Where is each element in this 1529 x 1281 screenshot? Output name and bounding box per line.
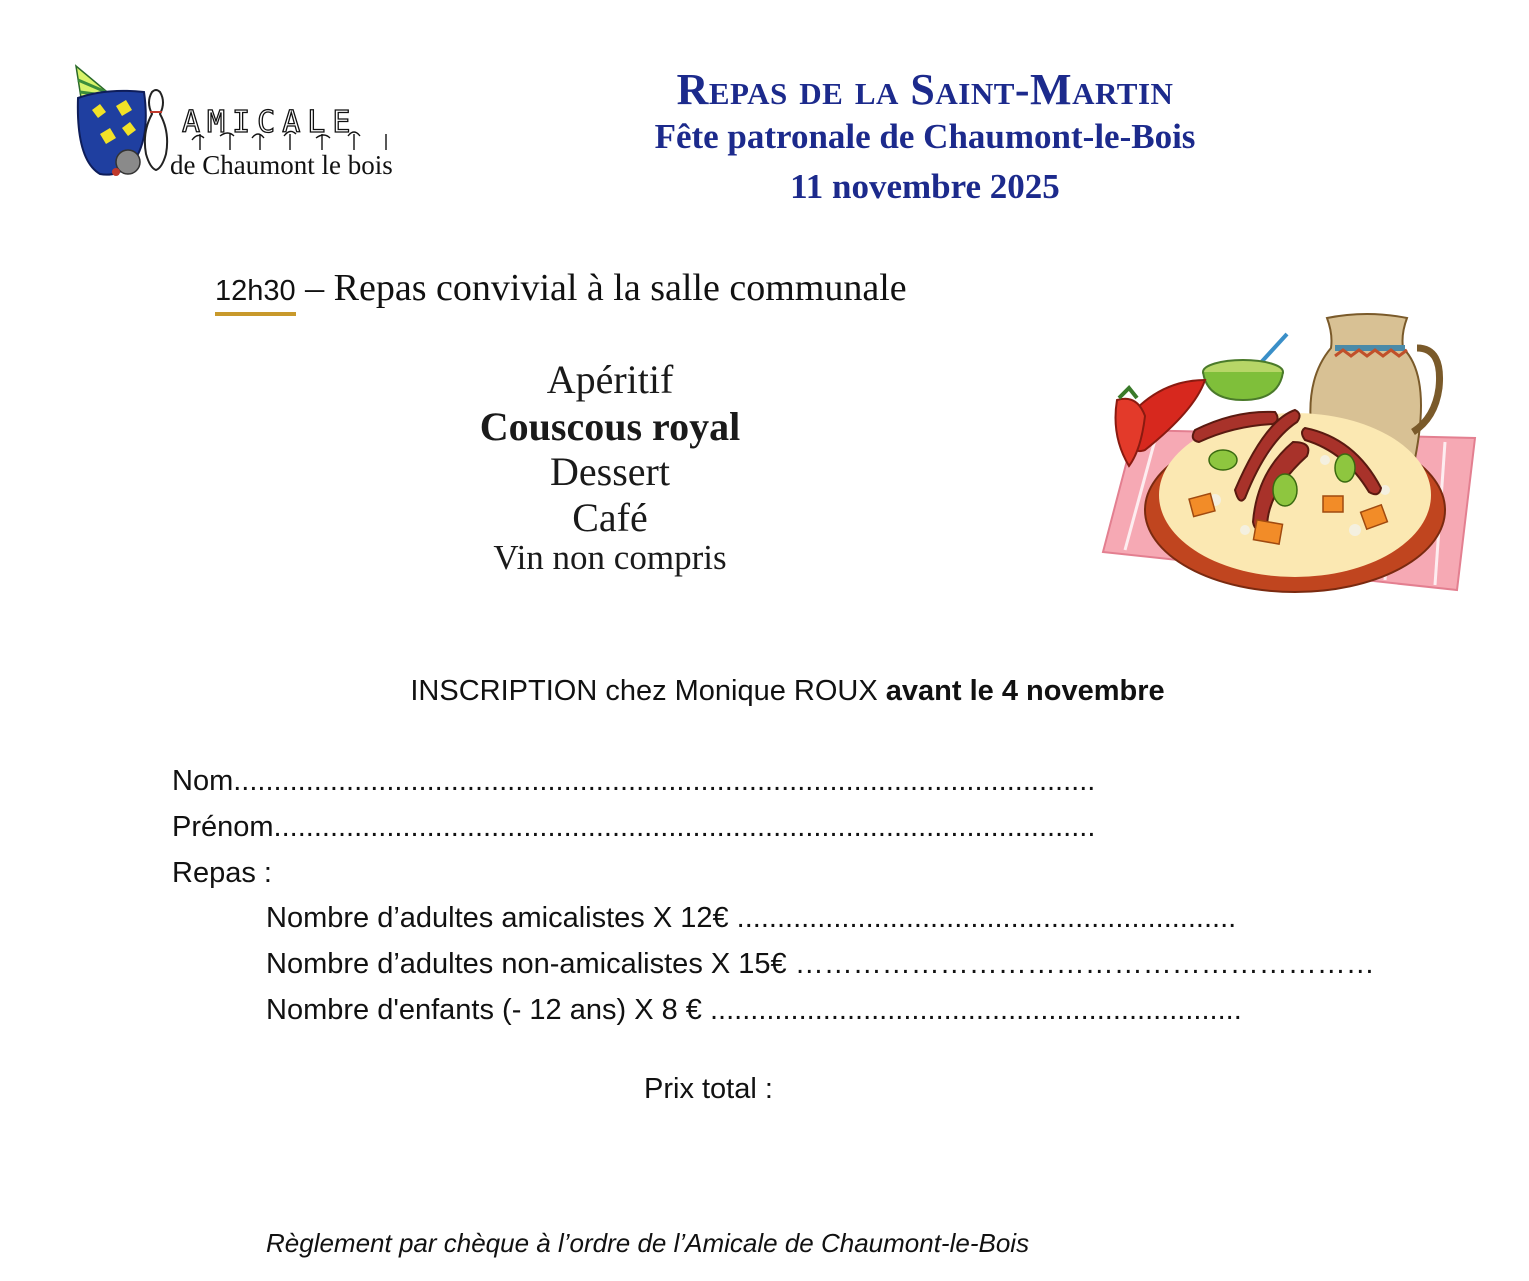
menu-item-main: Couscous royal — [479, 404, 741, 449]
nom-field: Nom........................................................................................................... — [172, 765, 1096, 797]
page-subtitle: Fête patronale de Chaumont-le-Bois — [654, 117, 1196, 156]
adultes-non-amicalistes-field: Nombre d’adultes non-amicalistes X 15€ …………………………………………………… — [266, 948, 1375, 980]
menu-item: Dessert — [550, 449, 670, 494]
event-description: – Repas convivial à la salle communale — [295, 267, 907, 309]
event-date: 11 novembre 2025 — [790, 167, 1060, 206]
event-time-line — [215, 266, 907, 316]
couscous-illustration — [1095, 300, 1480, 600]
menu-item: Apéritif — [546, 357, 674, 402]
inscription-deadline: avant le 4 novembre — [885, 675, 1165, 707]
inscription-line — [300, 675, 1275, 708]
bowl-icon — [1203, 334, 1287, 400]
payment-note: Règlement par chèque à l’ordre de l’Amicale de Chaumont-le-Bois — [266, 1228, 1030, 1258]
menu-item: Café — [572, 495, 648, 540]
event-time: 12h30 — [215, 272, 296, 316]
menu-note: Vin non compris — [493, 538, 727, 577]
prenom-field: Prénom...................................................................................................... — [172, 811, 1096, 843]
amicale-logo — [70, 62, 420, 187]
bowling-pin-icon — [145, 90, 167, 170]
repas-label: Repas : — [172, 857, 272, 889]
inscription-text: INSCRIPTION chez Monique ROUX — [410, 675, 886, 707]
page-title: Repas de la Saint-Martin — [676, 65, 1174, 114]
logo-title: AMICALE — [182, 105, 358, 140]
adultes-amicalistes-field: Nombre d’adultes amicalistes X 12€ .............................................................. — [266, 902, 1237, 934]
prix-total-field: Prix total : — [644, 1073, 773, 1105]
logo-subtitle: de Chaumont le bois — [170, 150, 393, 180]
enfants-field: Nombre d'enfants (- 12 ans) X 8 € .................................................................. — [266, 994, 1242, 1026]
